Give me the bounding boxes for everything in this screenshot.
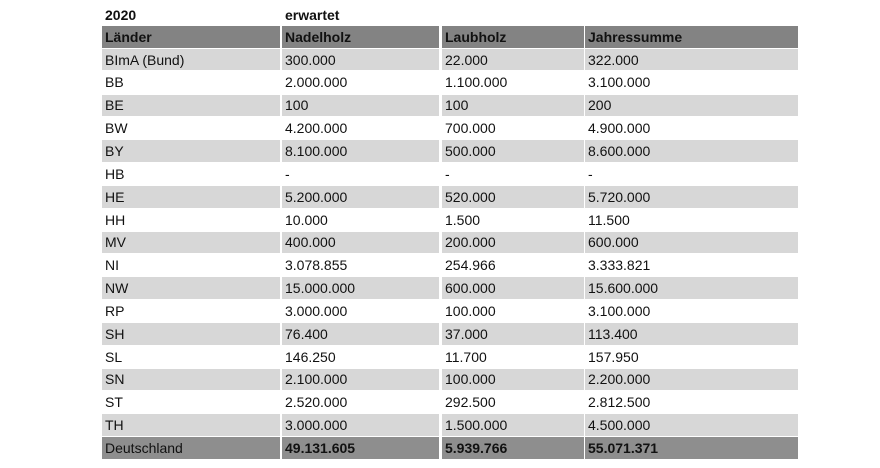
cell-land: BW <box>105 120 128 137</box>
cell-land: BB <box>105 74 124 91</box>
cell-nadelholz: - <box>285 165 290 182</box>
cell-nadelholz: 76.400 <box>282 323 439 345</box>
table-row <box>102 140 798 162</box>
table-row <box>102 346 798 368</box>
total-jahressumme: 55.071.371 <box>585 437 798 459</box>
cell-laubholz: 37.000 <box>442 323 584 345</box>
cell-jahressumme: 200 <box>585 95 798 117</box>
cell-laubholz: 600.000 <box>442 277 584 299</box>
cell-laubholz: 500.000 <box>442 140 584 162</box>
cell-jahressumme: 4.500.000 <box>585 414 798 436</box>
cell-land: MV <box>102 232 280 254</box>
cell-laubholz: 1.500.000 <box>442 414 584 436</box>
cell-land: HH <box>105 211 126 228</box>
year-label: 2020 <box>105 7 137 23</box>
header-laubholz: Laubholz <box>442 26 584 48</box>
header-row <box>102 26 798 48</box>
cell-laubholz: 11.700 <box>445 348 487 365</box>
cell-nadelholz: 2.520.000 <box>285 394 348 411</box>
cell-laubholz: 254.966 <box>445 257 496 274</box>
cell-laubholz: 520.000 <box>442 186 584 208</box>
cell-nadelholz: 8.100.000 <box>282 140 439 162</box>
cell-nadelholz: 2.000.000 <box>285 74 348 91</box>
table-row <box>102 186 798 208</box>
cell-land: SH <box>102 323 280 345</box>
cell-nadelholz: 100 <box>282 95 439 117</box>
cell-jahressumme: 3.100.000 <box>588 302 651 319</box>
table-row <box>102 232 798 254</box>
cell-jahressumme: 2.812.500 <box>588 394 651 411</box>
cell-jahressumme: 600.000 <box>585 232 798 254</box>
table-row <box>102 414 798 436</box>
cell-jahressumme: 2.200.000 <box>585 369 798 391</box>
table-row <box>102 323 798 345</box>
header-nadelholz: Nadelholz <box>282 26 439 48</box>
status-label: erwartet <box>285 7 340 23</box>
cell-land: ST <box>105 394 123 411</box>
table-row <box>102 209 798 231</box>
table-row <box>102 254 798 276</box>
cell-nadelholz: 3.000.000 <box>285 302 348 319</box>
cell-jahressumme: 157.950 <box>588 348 639 365</box>
cell-land: TH <box>102 414 280 436</box>
cell-laubholz: - <box>445 165 450 182</box>
cell-land: HB <box>105 165 125 182</box>
table-row <box>102 49 798 71</box>
cell-jahressumme: 8.600.000 <box>585 140 798 162</box>
cell-nadelholz: 10.000 <box>285 211 328 228</box>
table-row <box>102 95 798 117</box>
cell-land: SN <box>102 369 280 391</box>
cell-land: RP <box>105 302 125 319</box>
cell-nadelholz: 15.000.000 <box>282 277 439 299</box>
cell-jahressumme: 15.600.000 <box>585 277 798 299</box>
cell-jahressumme: 113.400 <box>585 323 798 345</box>
table-row <box>102 277 798 299</box>
cell-laubholz: 22.000 <box>442 49 584 71</box>
cell-jahressumme: 5.720.000 <box>585 186 798 208</box>
cell-laubholz: 100.000 <box>445 302 496 319</box>
cell-jahressumme: 4.900.000 <box>588 120 651 137</box>
total-laubholz: 5.939.766 <box>442 437 584 459</box>
title-row <box>102 4 798 26</box>
table-row <box>102 369 798 391</box>
cell-nadelholz: 3.078.855 <box>285 257 348 274</box>
cell-laubholz: 100 <box>442 95 584 117</box>
cell-nadelholz: 2.100.000 <box>282 369 439 391</box>
cell-land: SL <box>105 348 123 365</box>
cell-jahressumme: 3.333.821 <box>588 257 651 274</box>
cell-jahressumme: 11.500 <box>588 211 630 228</box>
cell-nadelholz: 3.000.000 <box>282 414 439 436</box>
cell-nadelholz: 400.000 <box>282 232 439 254</box>
cell-jahressumme: - <box>588 165 593 182</box>
total-label: Deutschland <box>102 437 280 459</box>
harvest-table <box>102 4 798 460</box>
table-row <box>102 300 798 322</box>
cell-jahressumme: 3.100.000 <box>588 74 651 91</box>
cell-land: BE <box>102 95 280 117</box>
header-jahressumme: Jahressumme <box>585 26 798 48</box>
total-nadelholz: 49.131.605 <box>282 437 439 459</box>
cell-land: BImA (Bund) <box>102 49 280 71</box>
cell-laubholz: 1.500 <box>445 211 481 228</box>
cell-land: HE <box>102 186 280 208</box>
header-laender: Länder <box>102 26 280 48</box>
cell-nadelholz: 4.200.000 <box>285 120 348 137</box>
cell-land: NI <box>105 257 119 274</box>
cell-laubholz: 100.000 <box>442 369 584 391</box>
table-row <box>102 72 798 94</box>
total-row <box>102 437 798 459</box>
cell-nadelholz: 146.250 <box>285 348 336 365</box>
cell-laubholz: 200.000 <box>442 232 584 254</box>
table-row <box>102 392 798 414</box>
cell-land: NW <box>102 277 280 299</box>
table-row <box>102 117 798 139</box>
table-row <box>102 163 798 185</box>
cell-land: BY <box>102 140 280 162</box>
table-body <box>102 49 798 436</box>
cell-laubholz: 1.100.000 <box>445 74 508 91</box>
cell-nadelholz: 5.200.000 <box>282 186 439 208</box>
cell-jahressumme: 322.000 <box>585 49 798 71</box>
cell-laubholz: 292.500 <box>445 394 496 411</box>
cell-laubholz: 700.000 <box>445 120 496 137</box>
cell-nadelholz: 300.000 <box>282 49 439 71</box>
